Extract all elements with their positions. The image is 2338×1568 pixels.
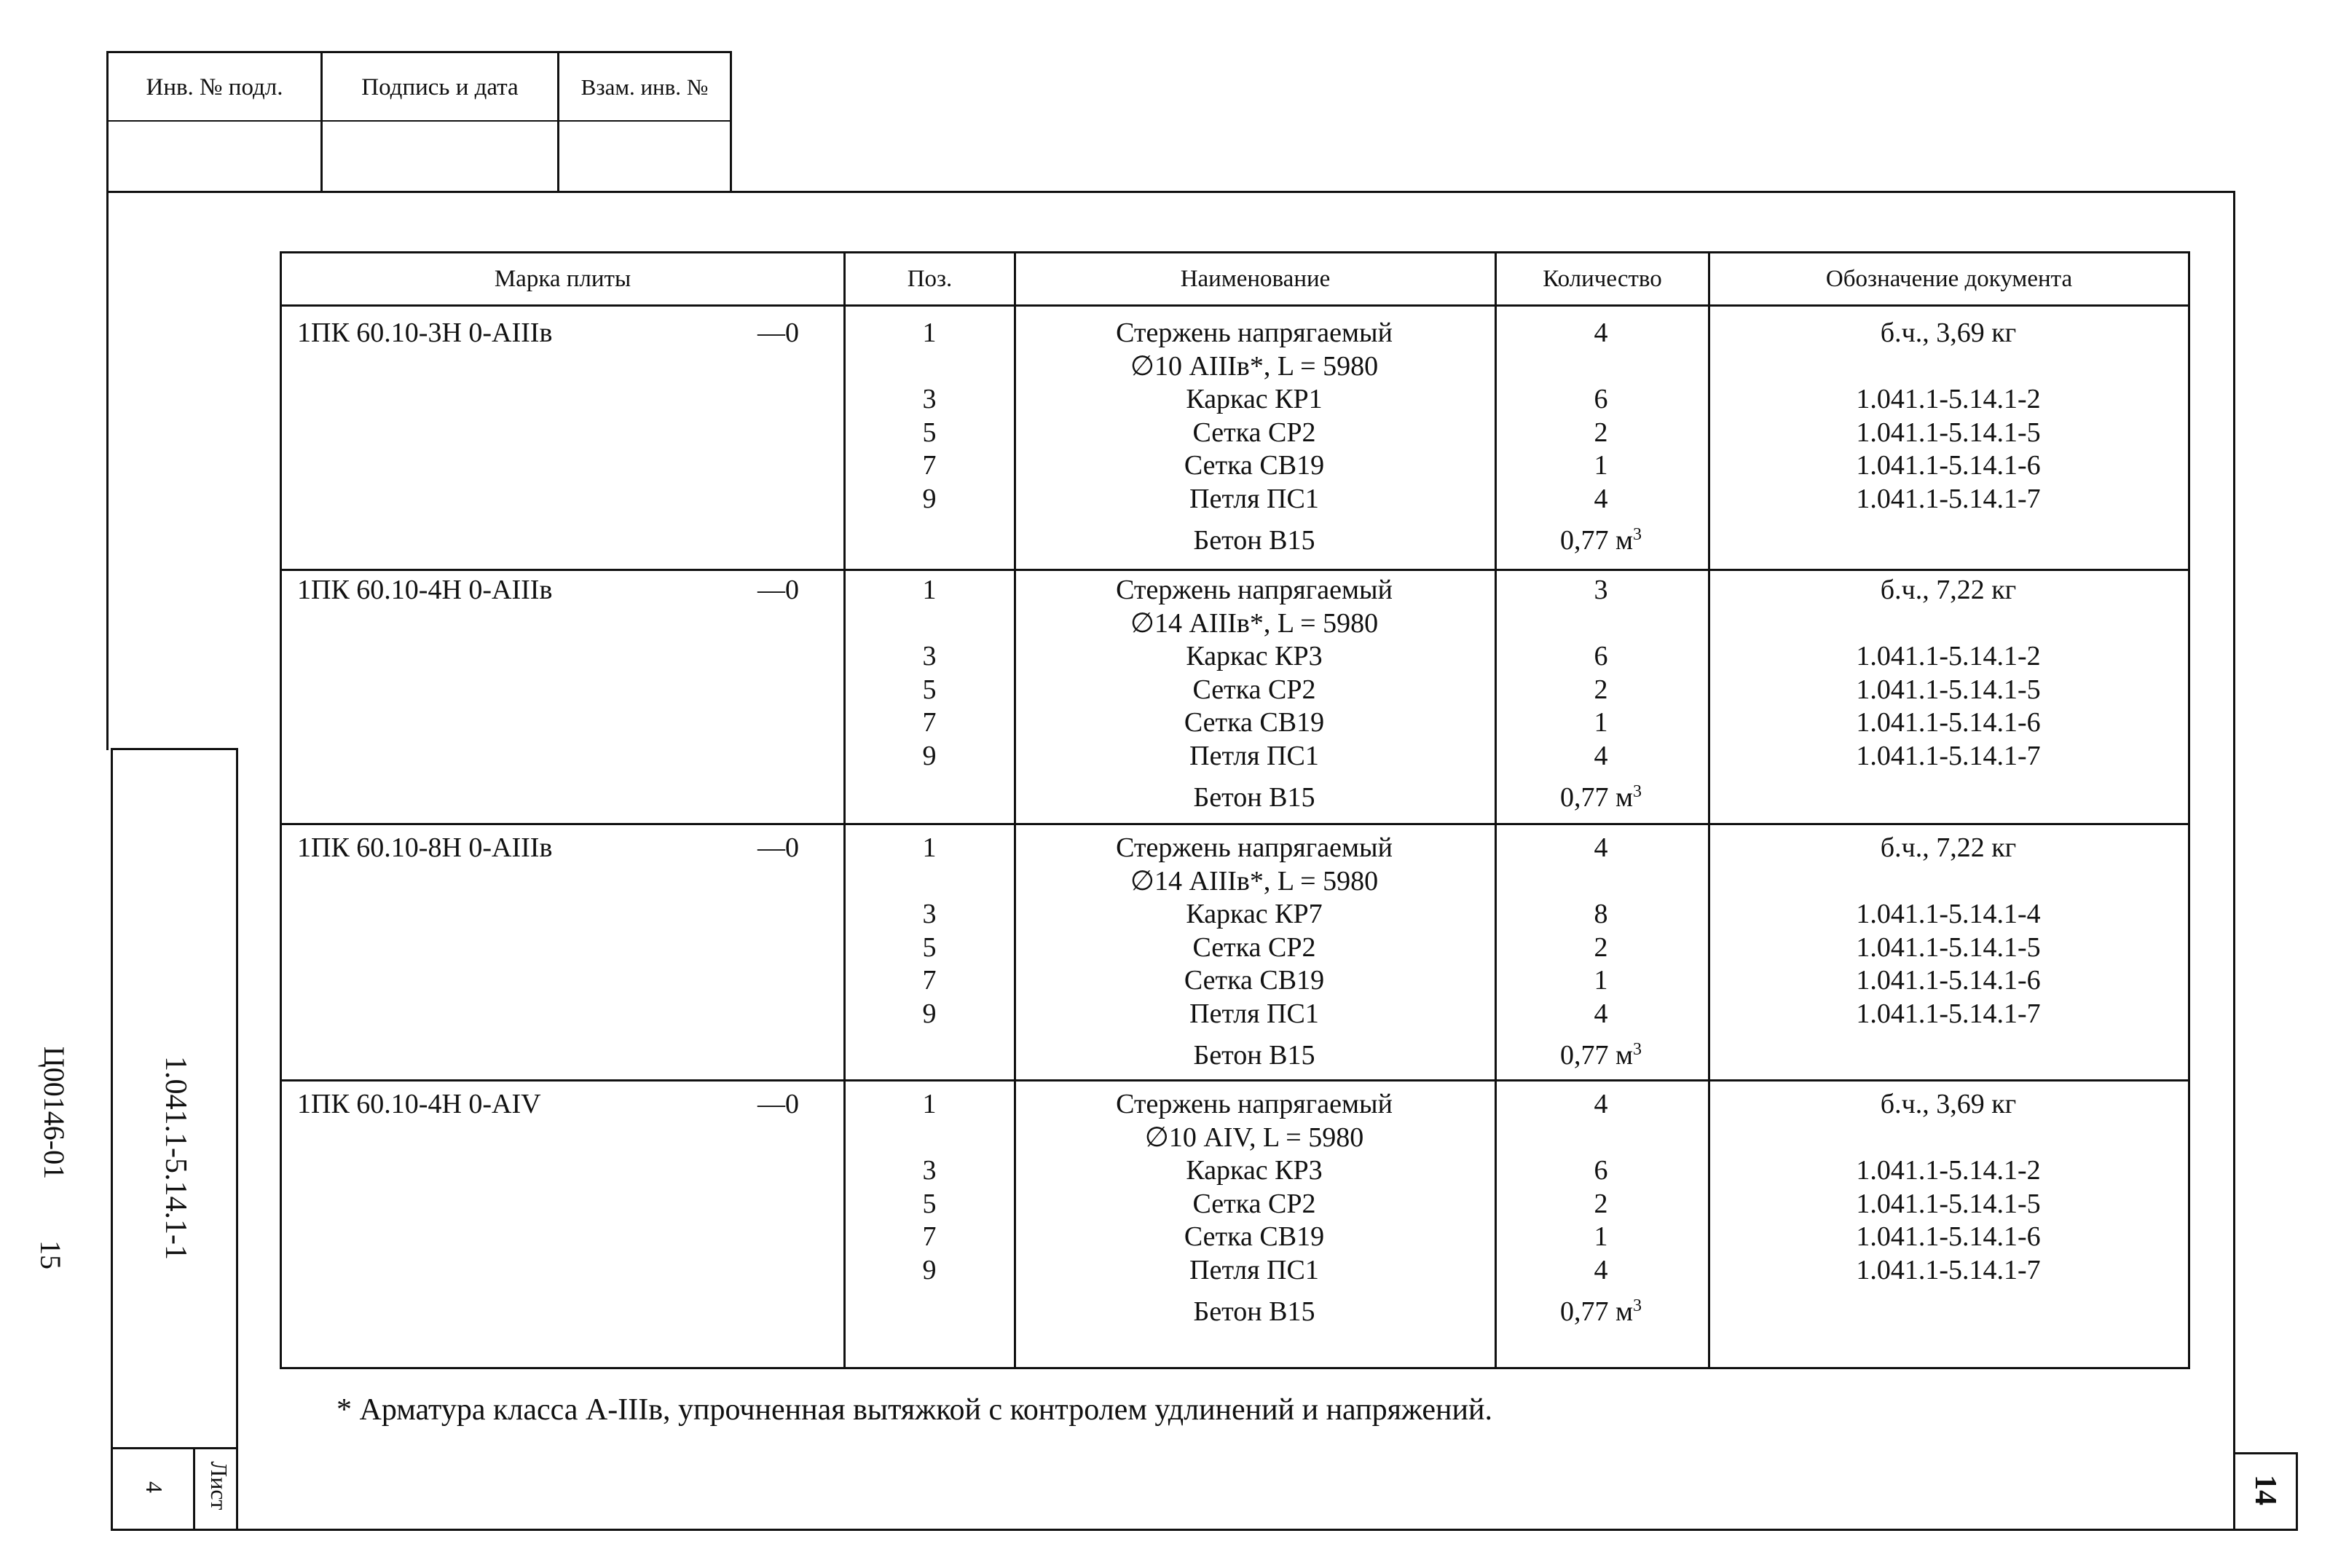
header-doc: Обозначение документа [1825,265,2073,292]
item-qty: 2 [1594,931,1608,963]
item-qty: 4 [1594,1254,1608,1285]
stamp-inv-label: Инв. № подл. [146,74,283,101]
header-qty: Количество [1543,265,1662,292]
concrete-label: Бетон В15 [1193,525,1315,556]
item-name: Петля ПС1 [1189,740,1319,771]
item-pos: 5 [922,674,937,705]
concrete-volume [1499,1296,1703,1328]
item-doc: б.ч., 3,69 кг [1880,1089,2017,1119]
item-pos: 5 [922,417,937,448]
item-qty: 3 [1594,575,1608,605]
item-qty: 4 [1594,998,1608,1029]
plate-variant: —0 [757,832,799,863]
page-number: 14 [2248,1475,2282,1505]
concrete-volume [1499,524,1703,557]
item-pos: 7 [922,450,937,481]
sheet-label: Лист [206,1461,232,1510]
item-qty: 4 [1594,740,1608,771]
item-name: Сетка СР2 [1192,674,1316,705]
item-doc: 1.041.1-5.14.1-7 [1856,483,2041,514]
item-qty: 2 [1594,417,1608,448]
volume-unit-exponent: 3 [1633,1040,1642,1059]
item-pos: 5 [922,1188,937,1219]
item-name: Петля ПС1 [1189,483,1319,514]
volume-value: 0,77 м [1559,782,1634,813]
header-name: Наименование [1180,265,1331,292]
item-doc: б.ч., 7,22 кг [1880,575,2017,605]
item-name-detail: ∅10 АIV, L = 5980 [1144,1122,1364,1153]
item-name: Каркас КР1 [1186,384,1323,414]
stamp-replace-label: Взам. инв. № [580,74,709,100]
item-doc: 1.041.1-5.14.1-7 [1856,740,2041,771]
plate-mark: 1ПК 60.10-8Н 0-АIIIв [297,832,553,863]
item-qty: 6 [1594,641,1608,671]
item-pos: 1 [922,832,937,863]
sheet-number: 4 [141,1481,168,1493]
item-name: Каркас КР7 [1186,899,1323,929]
concrete-label: Бетон В15 [1193,782,1315,813]
item-pos: 1 [922,318,937,348]
archive-code: Ц00146-01 [38,1046,71,1180]
item-pos: 1 [922,1089,937,1119]
item-doc: 1.041.1-5.14.1-7 [1856,1254,2041,1285]
item-pos: 3 [922,641,937,671]
item-name: Стержень напрягаемый [1116,318,1393,348]
plate-variant: —0 [757,575,799,605]
item-doc: 1.041.1-5.14.1-6 [1856,450,2041,481]
item-qty: 2 [1594,1188,1608,1219]
volume-unit-exponent: 3 [1633,1296,1642,1315]
item-doc: 1.041.1-5.14.1-5 [1856,1188,2041,1219]
item-doc: 1.041.1-5.14.1-5 [1856,417,2041,448]
item-name-detail: ∅10 АIIIв*, L = 5980 [1130,350,1379,382]
volume-unit-exponent: 3 [1633,525,1642,544]
item-doc: 1.041.1-5.14.1-6 [1856,965,2041,996]
item-doc: 1.041.1-5.14.1-7 [1856,998,2041,1029]
item-qty: 4 [1594,832,1608,863]
item-pos: 9 [922,740,937,771]
item-doc: б.ч., 7,22 кг [1880,832,2017,863]
volume-value: 0,77 м [1559,525,1634,556]
item-qty: 4 [1594,318,1608,348]
item-name: Сетка СР2 [1192,931,1316,963]
item-pos: 7 [922,707,937,738]
item-pos: 1 [922,575,937,605]
item-name: Стержень напрягаемый [1116,575,1393,605]
plate-mark: 1ПК 60.10-4Н 0-АIV [297,1089,541,1119]
plate-variant: —0 [757,1089,799,1119]
item-qty: 4 [1594,483,1608,514]
item-name: Каркас КР3 [1186,641,1323,671]
item-doc: б.ч., 3,69 кг [1880,318,2017,348]
item-doc: 1.041.1-5.14.1-5 [1856,674,2041,705]
footnote: * Арматура класса А-IIIв, упрочненная вытяжкой с контролем удлинений и напряжений. [336,1393,1492,1427]
item-name: Сетка СВ19 [1184,450,1325,481]
concrete-volume [1499,1039,1703,1072]
item-pos: 9 [922,1254,937,1285]
item-doc: 1.041.1-5.14.1-2 [1856,1155,2041,1186]
item-doc: 1.041.1-5.14.1-4 [1856,899,2041,929]
item-pos: 9 [922,483,937,514]
item-name: Сетка СВ19 [1184,1221,1325,1252]
plate-mark: 1ПК 60.10-3Н 0-АIIIв [297,318,553,348]
item-pos: 7 [922,1221,937,1252]
item-qty: 1 [1594,450,1608,481]
item-pos: 3 [922,384,937,414]
item-qty: 2 [1594,674,1608,705]
item-doc: 1.041.1-5.14.1-2 [1856,384,2041,414]
header-pos: Поз. [907,265,953,292]
item-pos: 9 [922,998,937,1029]
item-name: Сетка СР2 [1192,417,1316,448]
item-name: Стержень напрягаемый [1116,832,1393,863]
plate-mark: 1ПК 60.10-4Н 0-АIIIв [297,575,553,605]
item-name: Петля ПС1 [1189,998,1319,1029]
item-doc: 1.041.1-5.14.1-6 [1856,707,2041,738]
item-pos: 3 [922,1155,937,1186]
stamp-sign-label: Подпись и дата [361,74,519,101]
concrete-label: Бетон В15 [1193,1040,1315,1071]
item-name-detail: ∅14 АIIIв*, L = 5980 [1130,607,1379,639]
concrete-label: Бетон В15 [1193,1296,1315,1327]
item-name: Петля ПС1 [1189,1254,1319,1285]
item-name: Сетка СР2 [1192,1188,1316,1219]
archive-page-number: 15 [34,1240,67,1269]
item-qty: 1 [1594,1221,1608,1252]
item-doc: 1.041.1-5.14.1-2 [1856,641,2041,671]
item-qty: 6 [1594,1155,1608,1186]
item-name: Сетка СВ19 [1184,707,1325,738]
item-qty: 6 [1594,384,1608,414]
volume-value: 0,77 м [1559,1296,1634,1327]
item-qty: 4 [1594,1089,1608,1119]
side-doc-code: 1.041.1-5.14.1-1 [159,1056,192,1260]
item-pos: 5 [922,931,937,963]
volume-value: 0,77 м [1559,1040,1634,1071]
item-name-detail: ∅14 АIIIв*, L = 5980 [1130,865,1379,897]
item-name: Сетка СВ19 [1184,965,1325,996]
item-pos: 3 [922,899,937,929]
concrete-volume [1499,781,1703,814]
header-mark: Марка плиты [494,265,631,292]
item-doc: 1.041.1-5.14.1-6 [1856,1221,2041,1252]
item-doc: 1.041.1-5.14.1-5 [1856,931,2041,963]
plate-variant: —0 [757,318,799,348]
item-qty: 8 [1594,899,1608,929]
volume-unit-exponent: 3 [1633,782,1642,801]
item-pos: 7 [922,965,937,996]
item-name: Стержень напрягаемый [1116,1089,1393,1119]
item-qty: 1 [1594,965,1608,996]
item-name: Каркас КР3 [1186,1155,1323,1186]
item-qty: 1 [1594,707,1608,738]
